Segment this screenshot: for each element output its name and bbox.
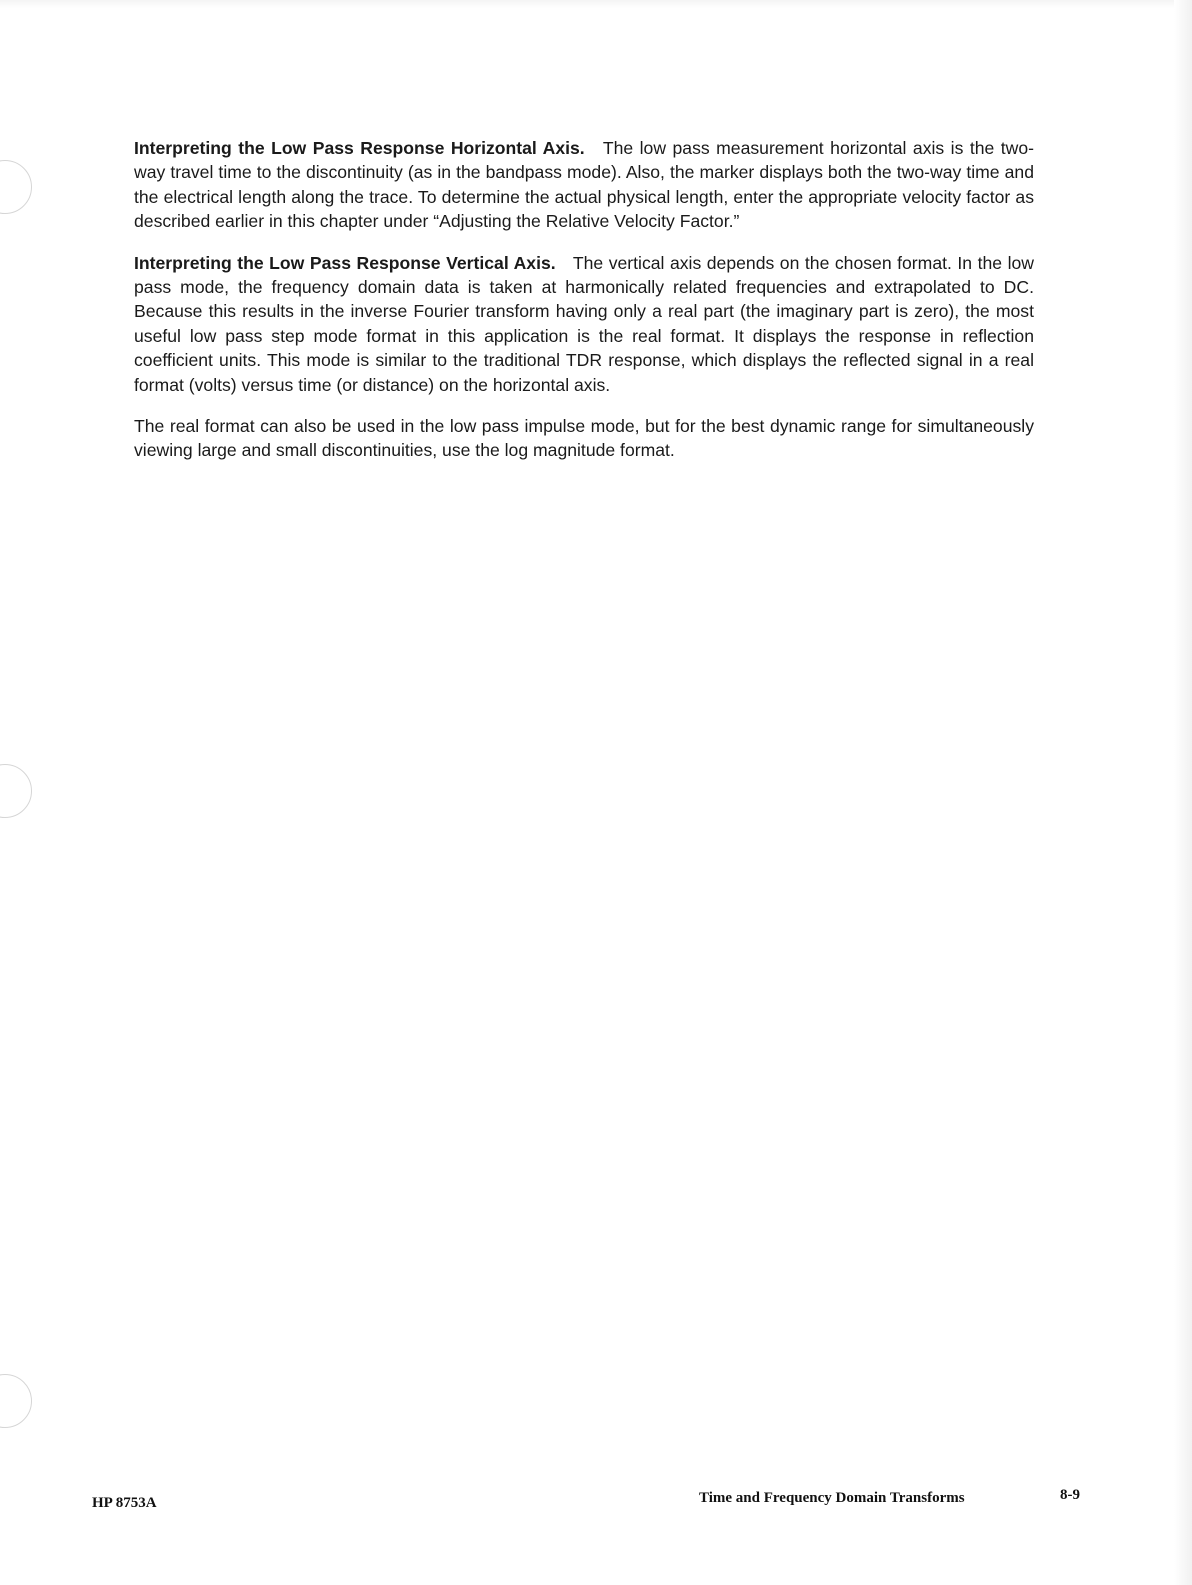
paragraph-vertical-axis: [134, 251, 1034, 397]
run-in-heading: Interpreting the Low Pass Response Vertical Axis.: [134, 252, 556, 273]
paragraph-horizontal-axis: [134, 136, 1034, 234]
binder-hole-top: [0, 160, 32, 214]
paragraph-body: The vertical axis depends on the chosen format. In the low pass mode, the frequency domain data is taken at harmonically related frequencies and extrapolated to DC. Because this results in the inverse Fourier transform having only a real part (the imaginary part is zero), the most useful low pass step mode format in this application is the real format. It displays the response in reflection coefficient units. This mode is similar to the traditional TDR response, which displays the reflected signal in a real format (volts) versus time (or distance) on the horizontal axis.: [134, 252, 1034, 395]
binder-hole-bottom: [0, 1374, 32, 1428]
binder-hole-middle: [0, 764, 32, 818]
scan-edge-right: [1174, 0, 1192, 1585]
paragraph-body: The low pass measurement horizontal axis is the two-way travel time to the discontinuity (as in the bandpass mode). Also, the marker displays both the two-way time and the electrical length along the trace. To determine the actual physical length, enter the appropriate velocity factor as described earlier in this chapter under “Adjusting the Relative Velocity Factor.”: [134, 138, 1034, 232]
footer-model: HP 8753A: [92, 1495, 157, 1511]
paragraph-body: The real format can also be used in the low pass impulse mode, but for the best dynamic range for simultaneously viewing large and small discontinuities, use the log magnitude format.: [134, 416, 1034, 461]
run-in-heading: Interpreting the Low Pass Response Horizontal Axis.: [134, 138, 585, 158]
footer-chapter-title: Time and Frequency Domain Transforms: [699, 1490, 965, 1506]
body-text: [134, 136, 1034, 480]
paragraph-real-format: [134, 414, 1034, 463]
scan-edge-top: [0, 0, 1192, 8]
footer-page-number: 8-9: [1060, 1487, 1080, 1503]
